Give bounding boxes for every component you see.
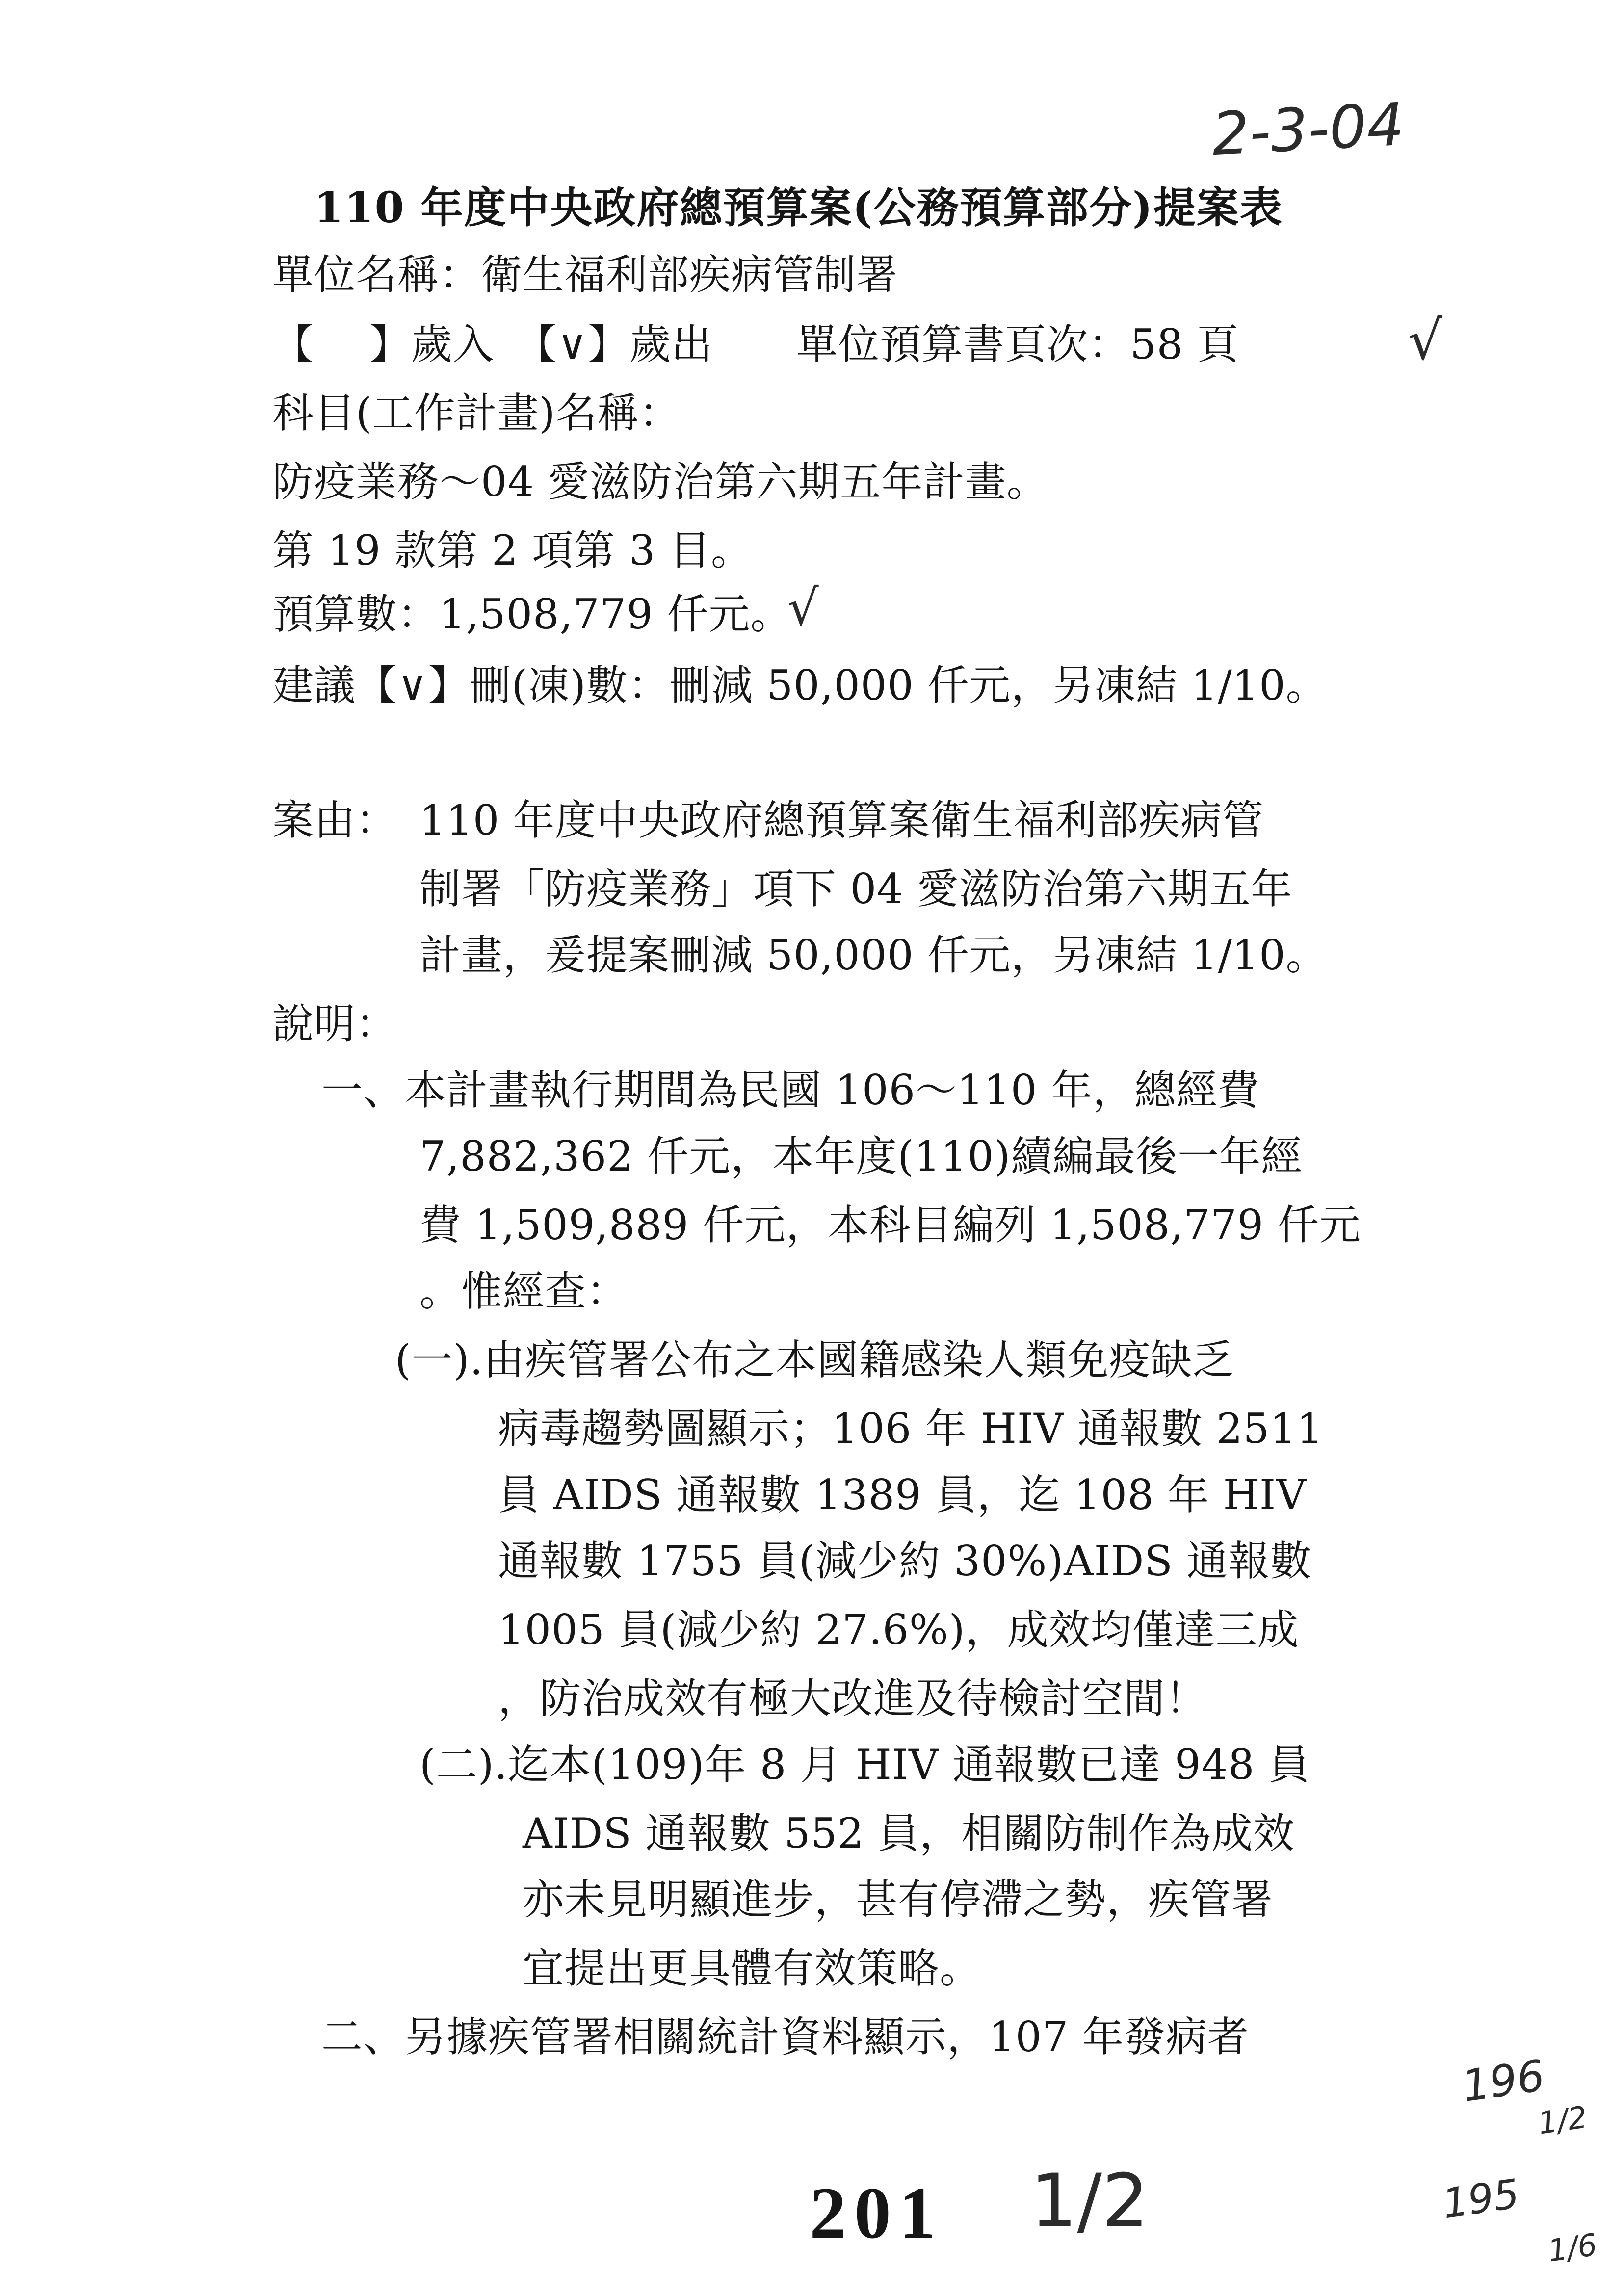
explanation-line: 一、本計畫執行期間為民國 106～110 年，總經費 [321, 1066, 1260, 1114]
handwritten-page-fraction: 1/2 [1030, 2159, 1149, 2244]
explanation-line: ，防治成效有極大改進及待檢討空間！ [498, 1674, 1207, 1722]
proposal-title: 110 年度中央政府總預算案(公務預算部分)提案表 [314, 183, 1283, 233]
item-name: 防疫業務～04 愛滋防治第六期五年計畫。 [272, 458, 1048, 506]
suggestion-line: 建議【∨】刪(凍)數：刪減 50,000 仟元，另凍結 1/10。 [272, 661, 1328, 709]
item-label: 科目(工作計畫)名稱： [272, 389, 681, 437]
explanation-line: 員 AIDS 通報數 1389 員，迄 108 年 HIV [498, 1471, 1307, 1519]
handwritten-margin-number: 195 [1440, 2170, 1522, 2228]
reason-line: 制署「防疫業務」項下 04 愛滋防治第六期五年 [419, 865, 1293, 913]
reason-label: 案由： [272, 796, 398, 844]
explanation-line: (一).由疾管署公布之本國籍感染人類免疫缺乏 [395, 1336, 1234, 1384]
explanation-line: 宜提出更具體有效策略。 [523, 1944, 982, 1992]
explanation-line: 1005 員(減少約 27.6%)，成效均僅達三成 [498, 1606, 1299, 1654]
reason-line: 計畫，爰提案刪減 50,000 仟元，另凍結 1/10。 [419, 931, 1328, 979]
income-expense-line: 【 】歲入 【∨】歲出 單位預算書頁次：58 頁 [272, 320, 1239, 368]
budget-amount: 預算數：1,508,779 仟元。 [272, 590, 792, 638]
explanation-line: 通報數 1755 員(減少約 30%)AIDS 通報數 [498, 1537, 1312, 1585]
page-number: 201 [810, 2172, 943, 2254]
handwritten-doc-code: 2-3-04 [1210, 90, 1406, 169]
explanation-label: 說明： [272, 1000, 398, 1048]
explanation-line: 費 1,509,889 仟元，本科目編列 1,508,779 仟元 [419, 1201, 1361, 1249]
explanation-line: 二、另據疾管署相關統計資料顯示，107 年發病者 [321, 2013, 1250, 2061]
explanation-line: 病毒趨勢圖顯示；106 年 HIV 通報數 2511 [498, 1405, 1324, 1453]
handwritten-check-mark: √ [1408, 309, 1443, 372]
handwritten-margin-fraction: 1/2 [1536, 2099, 1590, 2141]
unit-name: 單位名稱：衛生福利部疾病管制署 [272, 251, 898, 299]
budget-section: 第 19 款第 2 項第 3 目。 [272, 526, 753, 574]
explanation-line: AIDS 通報數 552 員，相關防制作為成效 [523, 1809, 1295, 1857]
handwritten-margin-fraction: 1/6 [1545, 2226, 1599, 2269]
explanation-line: 亦未見明顯進步，甚有停滯之勢，疾管署 [523, 1876, 1274, 1924]
handwritten-check-mark: √ [787, 579, 819, 636]
explanation-line: (二).迄本(109)年 8 月 HIV 通報數已達 948 員 [419, 1741, 1310, 1789]
explanation-line: 。惟經查： [419, 1267, 629, 1315]
reason-line: 110 年度中央政府總預算案衛生福利部疾病管 [419, 796, 1264, 844]
handwritten-margin-number: 196 [1459, 2050, 1548, 2112]
explanation-line: 7,882,362 仟元，本年度(110)續編最後一年經 [419, 1132, 1303, 1180]
